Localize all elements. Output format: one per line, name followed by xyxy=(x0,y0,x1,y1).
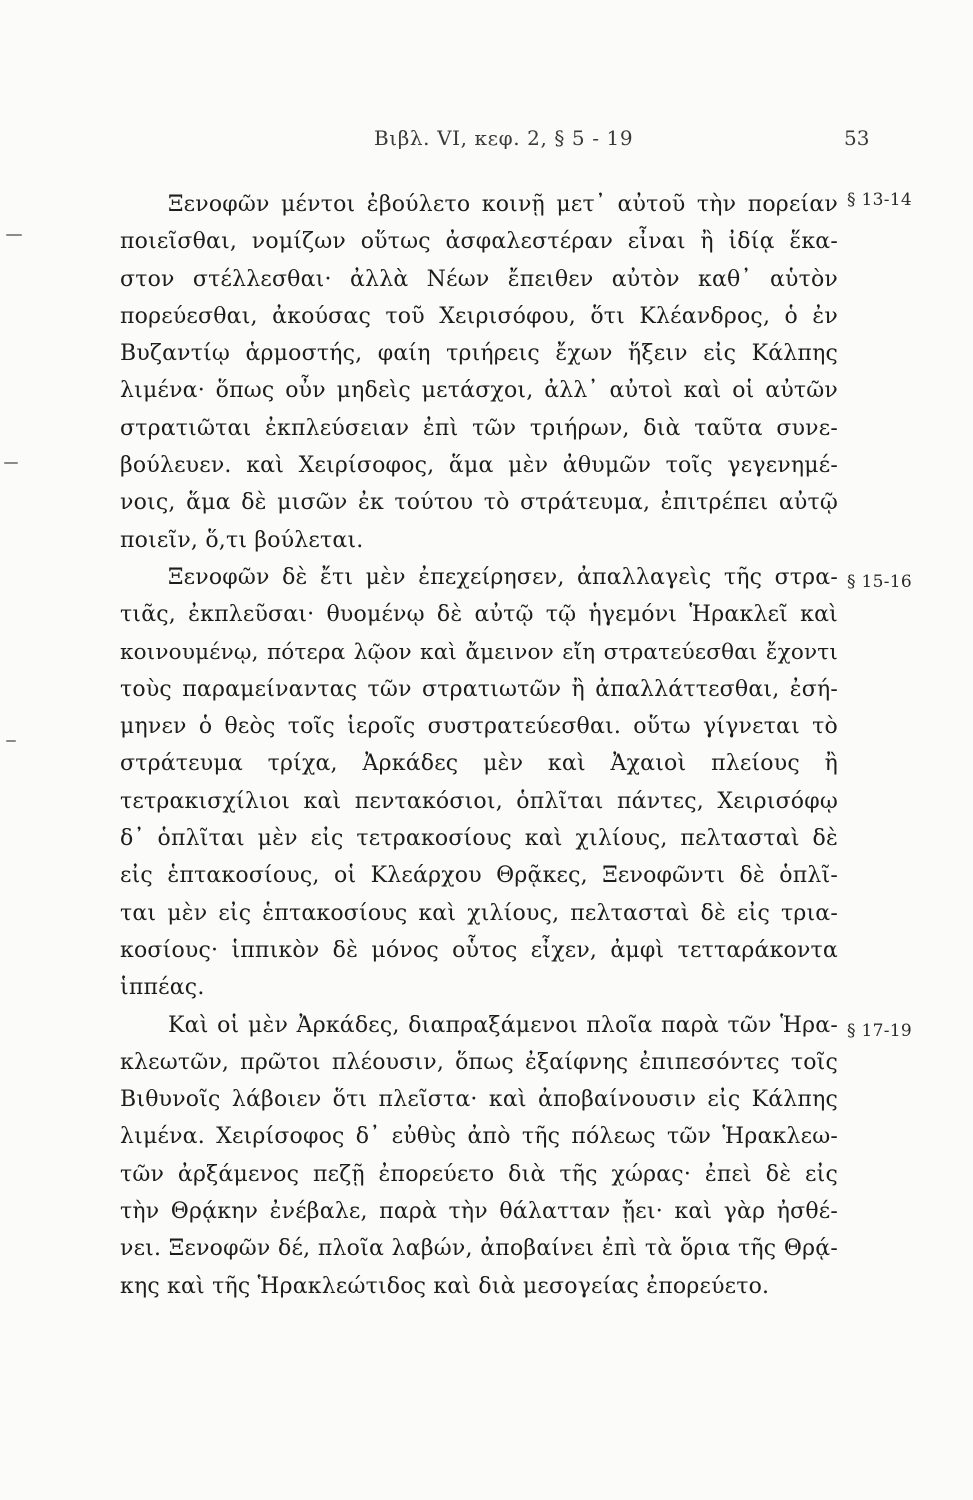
text-line: τοὺς παραμείναντας τῶν στρατιωτῶν ἢ ἀπαλλάττεσθαι, ἐσή- xyxy=(120,676,838,702)
text-line: πορεύεσθαι, ἀκούσας τοῦ Χειρισόφου, ὅτι Κλέανδρος, ὁ ἐν xyxy=(120,303,838,329)
text-line: λιμένα. Χειρίσοφος δ᾽ εὐθὺς ἀπὸ τῆς πόλεως τῶν Ἡρακλεω- xyxy=(120,1124,838,1150)
text-line: τιᾶς, ἐκπλεῦσαι· θυομένῳ δὲ αὐτῷ τῷ ἡγεμόνι Ἡρακλεῖ καὶ xyxy=(120,602,838,628)
text-line: τὴν Θρᾴκην ἐνέβαλε, παρὰ τὴν θάλατταν ᾔει· καὶ γὰρ ἠσθέ- xyxy=(120,1199,838,1225)
text-line: τετρακισχίλιοι καὶ πεντακόσιοι, ὁπλῖται πάντες, Χειρισόφῳ xyxy=(120,788,838,814)
text-line: Βυζαντίῳ ἁρμοστής, φαίη τριήρεις ἔχων ἥξειν εἰς Κάλπης xyxy=(120,341,838,367)
text-line: νοις, ἅμα δὲ μισῶν ἐκ τούτου τὸ στράτευμα, ἐπιτρέπει αὐτῷ xyxy=(120,490,838,516)
section-ref-13-14: § 13-14 xyxy=(847,190,913,210)
scan-speck xyxy=(6,740,16,742)
text-line: ται μὲν εἰς ἑπτακοσίους καὶ χιλίους, πελτασταὶ δὲ εἰς τρια- xyxy=(120,900,838,926)
text-line: εἰς ἑπτακοσίους, οἱ Κλεάρχου Θρᾷκες, Ξενοφῶντι δὲ ὁπλῖ- xyxy=(120,863,838,889)
section-ref-17-19: § 17-19 xyxy=(847,1021,913,1041)
text-line: Ξενοφῶν δὲ ἔτι μὲν ἐπεχείρησεν, ἀπαλλαγεὶς τῆς στρα- xyxy=(168,564,838,590)
running-head: Βιβλ. VI, κεφ. 2, § 5 - 19 xyxy=(374,126,634,150)
text-line: ἱππέας. xyxy=(120,975,205,1001)
text-line: κης καὶ τῆς Ἡρακλεώτιδος καὶ διὰ μεσογείας ἐπορεύετο. xyxy=(120,1273,770,1299)
scan-speck xyxy=(4,462,18,464)
text-line: στον στέλλεσθαι· ἀλλὰ Νέων ἔπειθεν αὐτὸν καθ᾽ αὑτὸν xyxy=(120,266,838,292)
text-line: μηνεν ὁ θεὸς τοῖς ἱεροῖς συστρατεύεσθαι. οὕτω γίγνεται τὸ xyxy=(120,714,838,740)
text-line: στρατιῶται ἐκπλεύσειαν ἐπὶ τῶν τριήρων, διὰ ταῦτα συνε- xyxy=(120,415,838,441)
section-ref-15-16: § 15-16 xyxy=(847,572,913,592)
text-line: βούλευεν. καὶ Χειρίσοφος, ἅμα μὲν ἀθυμῶν τοῖς γεγενημέ- xyxy=(120,453,838,479)
text-line: Βιθυνοῖς λάβοιεν ὅτι πλεῖστα· καὶ ἀποβαίνουσιν εἰς Κάλπης xyxy=(120,1087,838,1113)
text-line: κλεωτῶν, πρῶτοι πλέουσιν, ὅπως ἐξαίφνης ἐπιπεσόντες τοῖς xyxy=(120,1049,838,1075)
text-line: δ᾽ ὁπλῖται μὲν εἰς τετρακοσίους καὶ χιλίους, πελτασταὶ δὲ xyxy=(120,826,838,852)
body-text xyxy=(120,186,838,1305)
text-line: ποιεῖν, ὅ,τι βούλεται. xyxy=(120,527,364,553)
text-line: Ξενοφῶν μέντοι ἐβούλετο κοινῇ μετ᾽ αὐτοῦ τὴν πορείαν xyxy=(168,192,838,217)
text-line: λιμένα· ὅπως οὖν μηδεὶς μετάσχοι, ἀλλ᾽ αὐτοὶ καὶ οἱ αὐτῶν xyxy=(120,378,838,404)
text-line: Καὶ οἱ μὲν Ἀρκάδες, διαπραξάμενοι πλοῖα παρὰ τῶν Ἡρα- xyxy=(168,1012,838,1038)
text-line: στράτευμα τρίχα, Ἀρκάδες μὲν καὶ Ἀχαιοὶ πλείους ἢ xyxy=(120,751,838,777)
scan-speck xyxy=(6,234,22,236)
text-line: κοσίους· ἱππικὸν δὲ μόνος οὗτος εἶχεν, ἀμφὶ τετταράκοντα xyxy=(120,937,838,963)
page-number: 53 xyxy=(844,126,870,150)
text-line: τῶν ἀρξάμενος πεζῇ ἐπορεύετο διὰ τῆς χώρας· ἐπεὶ δὲ εἰς xyxy=(120,1161,838,1187)
text-line: κοινουμένῳ, πότερα λῷον καὶ ἄμεινον εἴη στρατεύεσθαι ἔχοντι xyxy=(120,639,838,665)
text-line: νει. Ξενοφῶν δέ, πλοῖα λαβών, ἀποβαίνει ἐπὶ τὰ ὅρια τῆς Θρᾴ- xyxy=(120,1236,838,1262)
text-line: ποιεῖσθαι, νομίζων οὕτως ἀσφαλεστέραν εἶναι ἢ ἰδίᾳ ἕκα- xyxy=(120,229,838,255)
